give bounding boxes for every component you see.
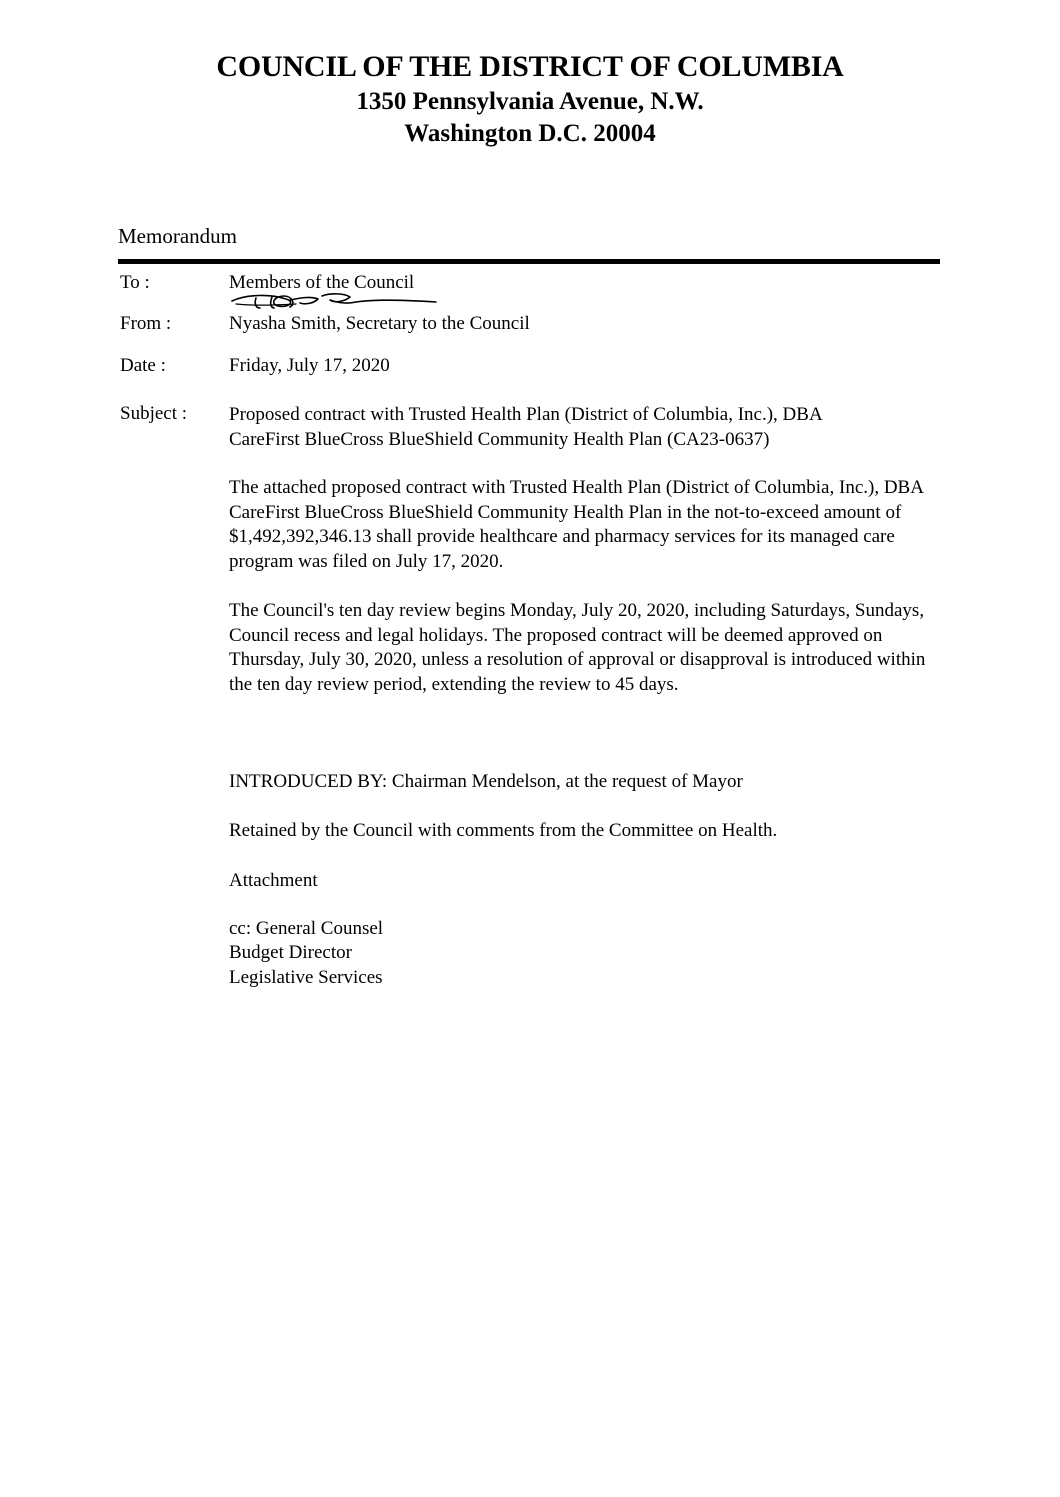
date-value: Friday, July 17, 2020 <box>229 355 390 376</box>
signature-icon <box>226 290 446 312</box>
letterhead-organization: COUNCIL OF THE DISTRICT OF COLUMBIA <box>216 50 844 83</box>
to-label: To : <box>120 272 150 293</box>
body-paragraph-1: The attached proposed contract with Trusted Health Plan (District of Columbia, Inc.), DBA CareFirst BlueCross BlueShield Community Health Plan in the not-to-exceed amount of $1,492,392,346.13 shall provide healthcare and pharmacy services for its managed care program was filed on July 17, 2020. <box>229 477 923 572</box>
letterhead-address-line2: Washington D.C. 20004 <box>404 120 656 147</box>
from-label: From : <box>120 313 172 334</box>
date-label: Date : <box>120 355 166 376</box>
document-type-label: Memorandum <box>118 224 237 248</box>
cc-line-1: cc: General Counsel <box>229 918 384 939</box>
header-divider <box>118 259 940 264</box>
letterhead-address-line1: 1350 Pennsylvania Avenue, N.W. <box>356 88 704 115</box>
subject-label: Subject : <box>120 403 188 424</box>
cc-line-2: Budget Director <box>229 942 352 963</box>
introduced-by: INTRODUCED BY: Chairman Mendelson, at the request of Mayor <box>229 771 743 792</box>
subject-value: Proposed contract with Trusted Health Plan (District of Columbia, Inc.), DBA CareFirst BlueCross BlueShield Community Health Plan (CA23-0637) <box>229 404 822 450</box>
from-value: Nyasha Smith, Secretary to the Council <box>229 313 530 334</box>
attachment-note: Attachment <box>229 870 318 891</box>
cc-line-3: Legislative Services <box>229 967 383 988</box>
retained-note: Retained by the Council with comments from the Committee on Health. <box>229 820 778 841</box>
to-value: Members of the Council <box>229 272 415 293</box>
body-paragraph-2: The Council's ten day review begins Monday, July 20, 2020, including Saturdays, Sundays, Council recess and legal holidays. The proposed contract will be deemed approved on Thursday, July 30, 2020, unless a resolution of approval or disapproval is introduced within the ten day review period, extending the review to 45 days. <box>229 600 926 695</box>
